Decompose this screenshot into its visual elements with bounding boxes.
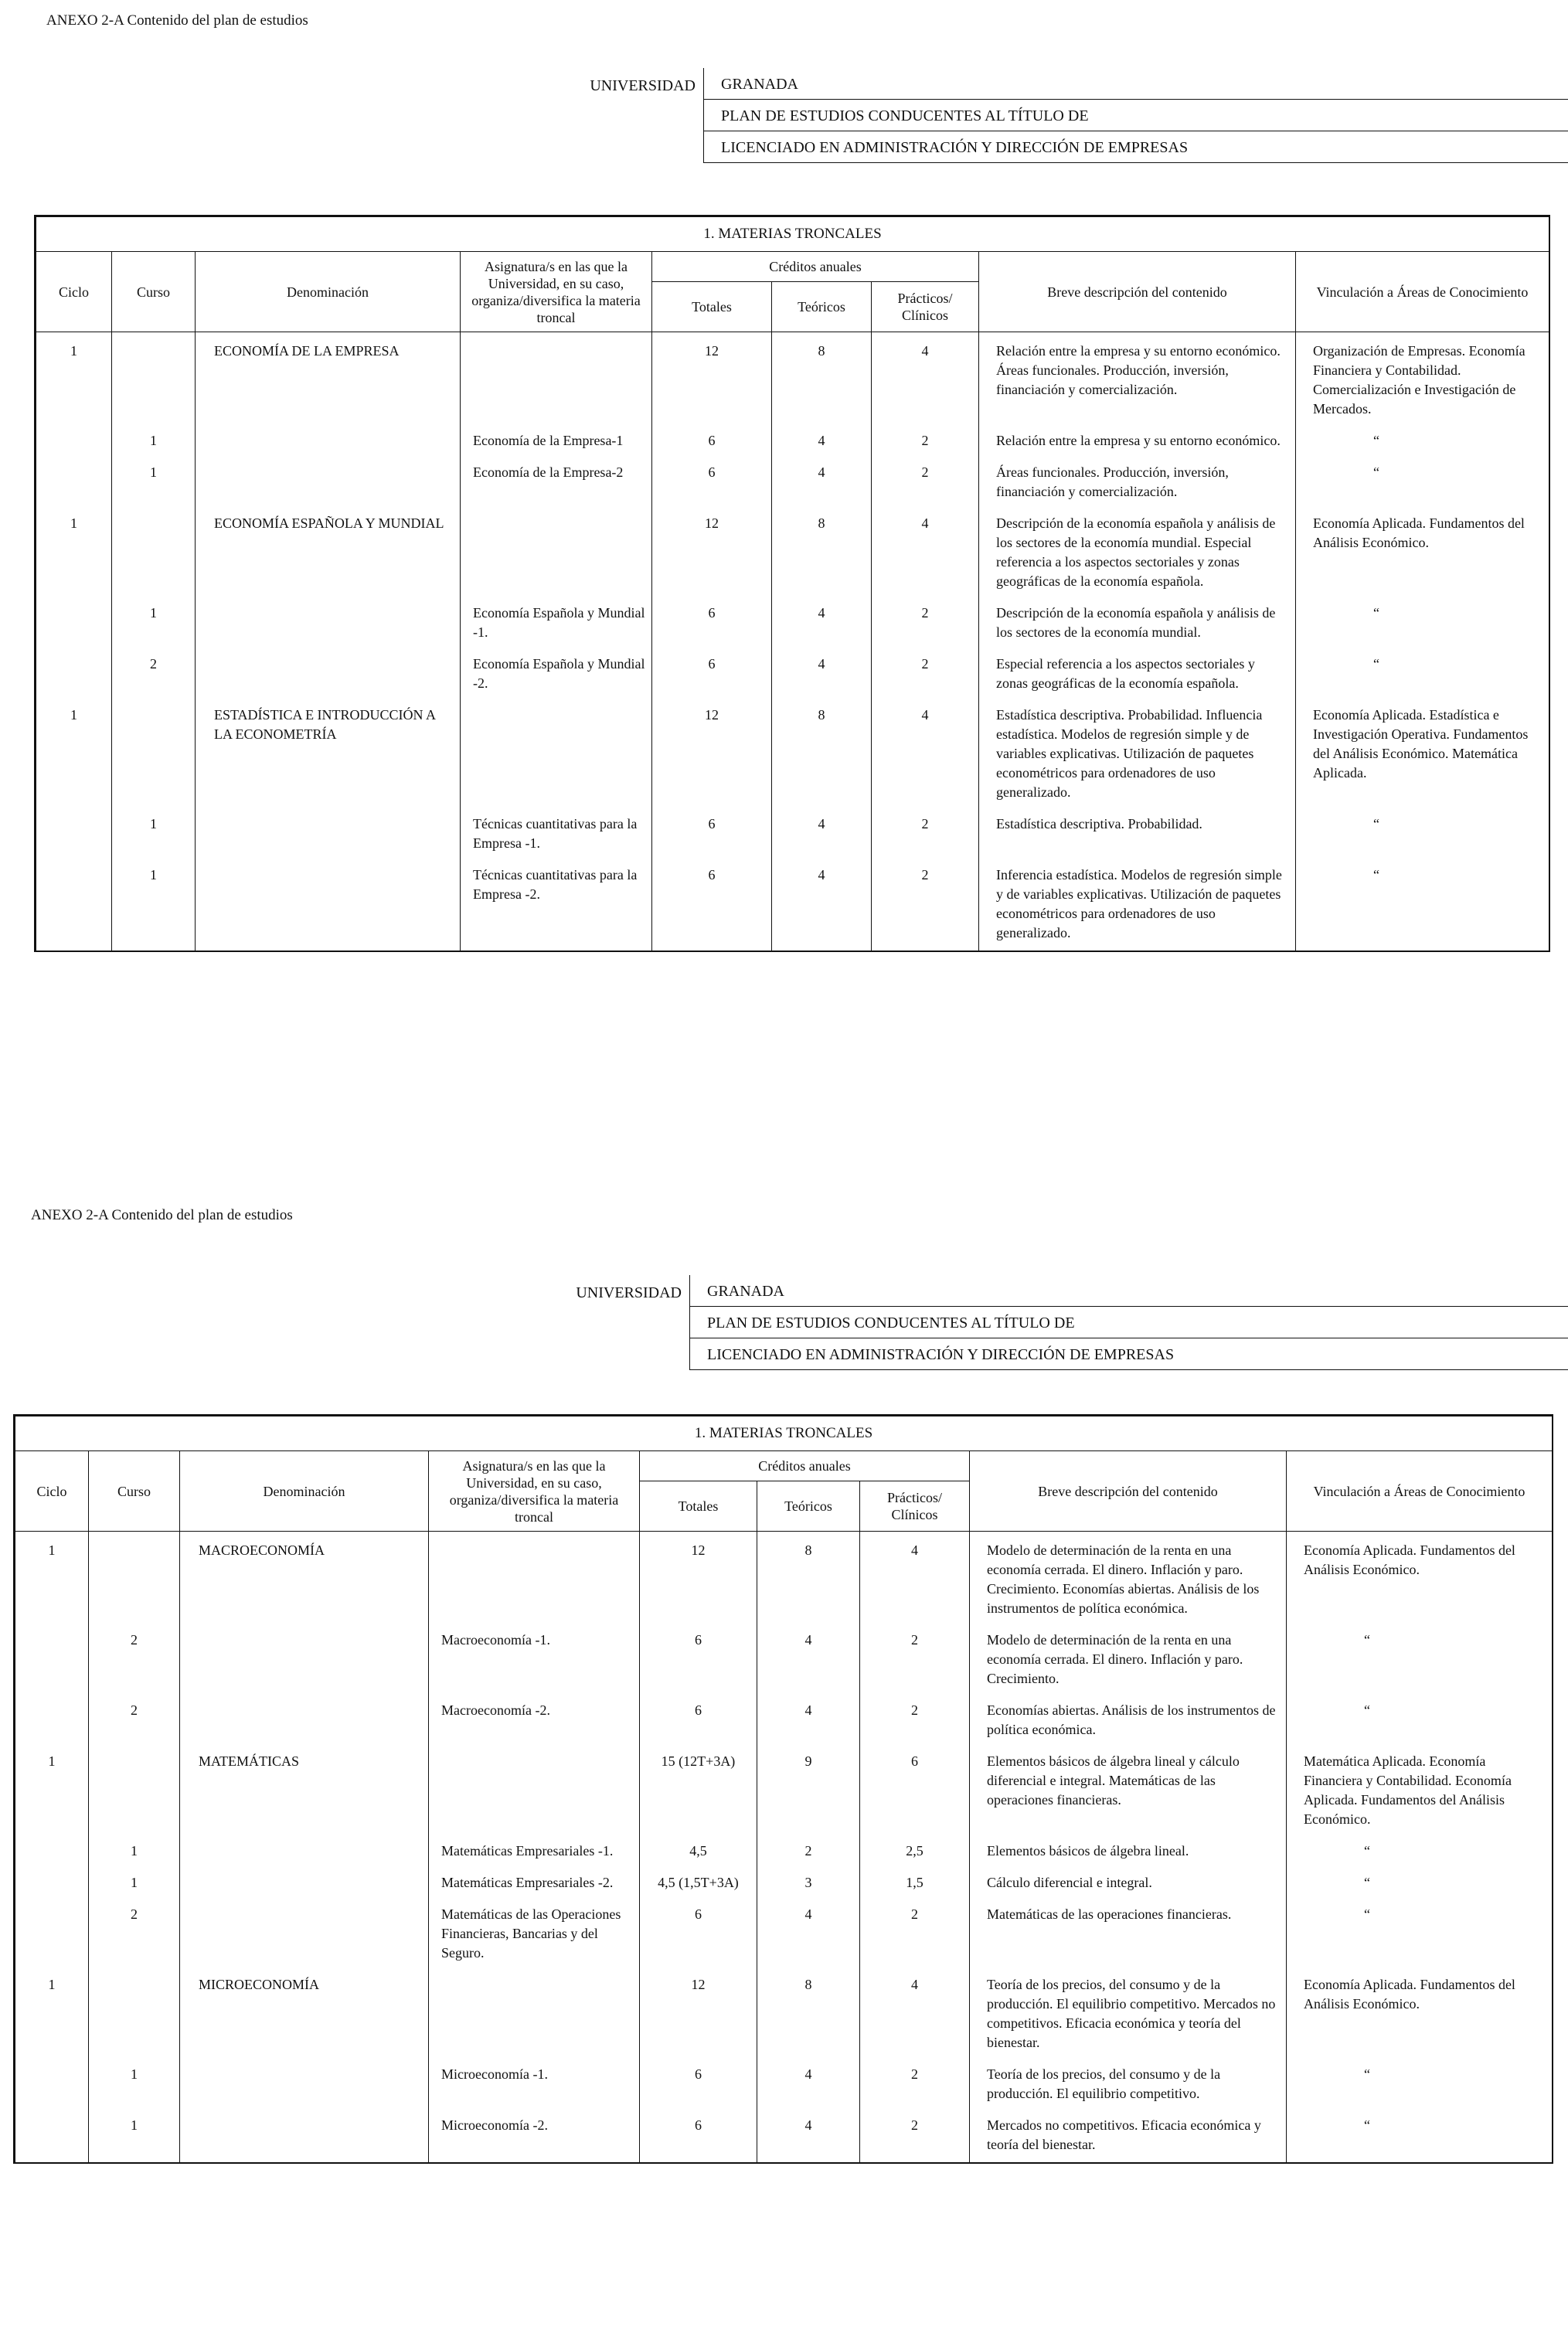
- descripcion-cell: Descripción de la economía española y análisis de los sectores de la economía mundial. Especial referencia a los aspectos sectoriales y zonas geográficas de la economía española.: [979, 509, 1296, 599]
- ciclo-cell: [15, 1837, 89, 1869]
- col-teoricos: Teóricos: [757, 1481, 860, 1532]
- anexo-title: ANEXO 2-A Contenido del plan de estudios: [31, 1207, 293, 1223]
- teoricos-cell: 9: [757, 1747, 860, 1837]
- curso-cell: 2: [89, 1696, 180, 1747]
- table-row: [36, 427, 1549, 458]
- denominacion-cell: [180, 2060, 429, 2111]
- teoricos-cell: 4: [772, 599, 872, 650]
- denominacion-cell: ECONOMÍA ESPAÑOLA Y MUNDIAL: [196, 509, 461, 599]
- titulo: LICENCIADO EN ADMINISTRACIÓN Y DIRECCIÓN DE EMPRESAS: [704, 131, 1568, 163]
- descripcion-cell: Elementos básicos de álgebra lineal y cálculo diferencial e integral. Matemáticas de las operaciones financieras.: [970, 1747, 1287, 1837]
- vinculacion-cell: “: [1287, 2111, 1553, 2162]
- ciclo-cell: [15, 1626, 89, 1696]
- teoricos-cell: 2: [757, 1837, 860, 1869]
- col-ciclo: Ciclo: [36, 252, 112, 332]
- vinculacion-cell: “: [1296, 861, 1549, 951]
- denominacion-cell: [180, 1626, 429, 1696]
- descripcion-cell: Inferencia estadística. Modelos de regresión simple y de variables explicativas. Utilización de paquetes econométricos para ordenadores de uso generalizado.: [979, 861, 1296, 951]
- col-ciclo: Ciclo: [15, 1451, 89, 1532]
- descripcion-cell: Elementos básicos de álgebra lineal.: [970, 1837, 1287, 1869]
- teoricos-cell: 3: [757, 1869, 860, 1900]
- practicos-cell: 6: [860, 1747, 970, 1837]
- page-2: [0, 1206, 1568, 2333]
- col-curso: Curso: [89, 1451, 180, 1532]
- denominacion-cell: [180, 1900, 429, 1971]
- totales-cell: 4,5: [640, 1837, 757, 1869]
- descripcion-cell: Estadística descriptiva. Probabilidad.: [979, 810, 1296, 861]
- asignatura-cell: Economía de la Empresa-2: [461, 458, 652, 509]
- header-box: [689, 1275, 1568, 1370]
- table-title: 1. MATERIAS TRONCALES: [36, 217, 1549, 252]
- totales-cell: 6: [652, 599, 772, 650]
- vinculacion-cell: “: [1296, 810, 1549, 861]
- practicos-cell: 4: [872, 509, 979, 599]
- curso-cell: 1: [89, 1837, 180, 1869]
- col-denominacion: Denominación: [180, 1451, 429, 1532]
- curso-cell: 1: [89, 2111, 180, 2162]
- curso-cell: [112, 509, 196, 599]
- curso-cell: [89, 1971, 180, 2060]
- table-row: [36, 810, 1549, 861]
- denominacion-cell: [196, 810, 461, 861]
- denominacion-cell: [180, 1696, 429, 1747]
- totales-cell: 6: [652, 427, 772, 458]
- universidad-value: GRANADA: [690, 1275, 1568, 1307]
- table-row: [15, 2111, 1553, 2162]
- table-row: [15, 1869, 1553, 1900]
- denominacion-cell: [196, 861, 461, 951]
- teoricos-cell: 4: [772, 458, 872, 509]
- col-descripcion: Breve descripción del contenido: [970, 1451, 1287, 1532]
- curso-cell: 2: [89, 1900, 180, 1971]
- curso-cell: 1: [112, 810, 196, 861]
- teoricos-cell: 4: [757, 2060, 860, 2111]
- practicos-cell: 2,5: [860, 1837, 970, 1869]
- ciclo-cell: 1: [15, 1747, 89, 1837]
- descripcion-cell: Relación entre la empresa y su entorno económico. Áreas funcionales. Producción, inversión, financiación y comercialización.: [979, 332, 1296, 427]
- curso-cell: [112, 701, 196, 810]
- teoricos-cell: 4: [772, 861, 872, 951]
- vinculacion-cell: “: [1287, 1626, 1553, 1696]
- practicos-cell: 2: [860, 2060, 970, 2111]
- descripcion-cell: Mercados no competitivos. Eficacia económica y teoría del bienestar.: [970, 2111, 1287, 2162]
- asignatura-cell: Economía de la Empresa-1: [461, 427, 652, 458]
- header-box: [703, 68, 1568, 163]
- table-title: 1. MATERIAS TRONCALES: [15, 1416, 1553, 1451]
- col-totales: Totales: [640, 1481, 757, 1532]
- table-row: [36, 458, 1549, 509]
- vinculacion-cell: “: [1287, 1869, 1553, 1900]
- teoricos-cell: 4: [757, 1626, 860, 1696]
- ciclo-cell: [36, 458, 112, 509]
- totales-cell: 15 (12T+3A): [640, 1747, 757, 1837]
- asignatura-cell: [429, 1532, 640, 1627]
- vinculacion-cell: “: [1287, 1696, 1553, 1747]
- practicos-cell: 2: [872, 810, 979, 861]
- descripcion-cell: Relación entre la empresa y su entorno económico.: [979, 427, 1296, 458]
- asignatura-cell: Microeconomía -1.: [429, 2060, 640, 2111]
- col-totales: Totales: [652, 282, 772, 332]
- ciclo-cell: 1: [36, 332, 112, 427]
- universidad-label: UNIVERSIDAD: [590, 77, 696, 94]
- vinculacion-cell: Economía Aplicada. Fundamentos del Análisis Económico.: [1296, 509, 1549, 599]
- totales-cell: 6: [652, 458, 772, 509]
- plan-line: PLAN DE ESTUDIOS CONDUCENTES AL TÍTULO DE: [721, 107, 1089, 124]
- universidad-label: UNIVERSIDAD: [576, 1284, 682, 1301]
- curso-cell: 2: [112, 650, 196, 701]
- teoricos-cell: 4: [772, 650, 872, 701]
- teoricos-cell: 8: [772, 509, 872, 599]
- practicos-cell: 2: [860, 2111, 970, 2162]
- totales-cell: 6: [652, 861, 772, 951]
- asignatura-cell: Microeconomía -2.: [429, 2111, 640, 2162]
- col-asignatura: Asignatura/s en las que la Universidad, en su caso, organiza/diversifica la materia troncal: [461, 252, 652, 332]
- asignatura-cell: [461, 701, 652, 810]
- ciclo-cell: 1: [15, 1532, 89, 1627]
- practicos-cell: 2: [872, 650, 979, 701]
- descripcion-cell: Teoría de los precios, del consumo y de la producción. El equilibrio competitivo.: [970, 2060, 1287, 2111]
- denominacion-cell: MATEMÁTICAS: [180, 1747, 429, 1837]
- anexo-title: ANEXO 2-A Contenido del plan de estudios: [46, 12, 308, 29]
- descripcion-cell: Teoría de los precios, del consumo y de la producción. El equilibrio competitivo. Mercados no competitivos. Eficacia económica y teoría del bienestar.: [970, 1971, 1287, 2060]
- practicos-cell: 4: [860, 1971, 970, 2060]
- denominacion-cell: MICROECONOMÍA: [180, 1971, 429, 2060]
- ciclo-cell: 1: [36, 701, 112, 810]
- teoricos-cell: 8: [757, 1971, 860, 2060]
- curso-cell: [89, 1747, 180, 1837]
- practicos-cell: 2: [860, 1696, 970, 1747]
- vinculacion-cell: “: [1296, 427, 1549, 458]
- ciclo-cell: [15, 2111, 89, 2162]
- totales-cell: 6: [640, 2060, 757, 2111]
- table-row: [15, 1747, 1553, 1837]
- denominacion-cell: [180, 1837, 429, 1869]
- vinculacion-cell: “: [1296, 599, 1549, 650]
- totales-cell: 6: [640, 1900, 757, 1971]
- descripcion-cell: Cálculo diferencial e integral.: [970, 1869, 1287, 1900]
- totales-cell: 4,5 (1,5T+3A): [640, 1869, 757, 1900]
- asignatura-cell: [461, 332, 652, 427]
- col-denominacion: Denominación: [196, 252, 461, 332]
- vinculacion-cell: Economía Aplicada. Estadística e Investigación Operativa. Fundamentos del Análisis Económico. Matemática Aplicada.: [1296, 701, 1549, 810]
- totales-cell: 12: [652, 701, 772, 810]
- denominacion-cell: MACROECONOMÍA: [180, 1532, 429, 1627]
- practicos-cell: 4: [860, 1532, 970, 1627]
- ciclo-cell: [36, 599, 112, 650]
- denominacion-cell: [180, 2111, 429, 2162]
- col-vinculacion: Vinculación a Áreas de Conocimiento: [1287, 1451, 1553, 1532]
- denominacion-cell: [196, 427, 461, 458]
- vinculacion-cell: “: [1296, 650, 1549, 701]
- table-row: [15, 1837, 1553, 1869]
- table-row: [15, 2060, 1553, 2111]
- ciclo-cell: [36, 810, 112, 861]
- page-1: [0, 0, 1568, 1144]
- asignatura-cell: [429, 1971, 640, 2060]
- asignatura-cell: Técnicas cuantitativas para la Empresa -2.: [461, 861, 652, 951]
- table-row: [15, 1900, 1553, 1971]
- table-row: [15, 1626, 1553, 1696]
- totales-cell: 6: [640, 2111, 757, 2162]
- totales-cell: 6: [652, 810, 772, 861]
- totales-cell: 6: [640, 1696, 757, 1747]
- asignatura-cell: Técnicas cuantitativas para la Empresa -1.: [461, 810, 652, 861]
- vinculacion-cell: Organización de Empresas. Economía Financiera y Contabilidad. Comercialización e Investigación de Mercados.: [1296, 332, 1549, 427]
- asignatura-cell: Matemáticas Empresariales -2.: [429, 1869, 640, 1900]
- denominacion-cell: [196, 599, 461, 650]
- practicos-cell: 2: [860, 1900, 970, 1971]
- asignatura-cell: Economía Española y Mundial -2.: [461, 650, 652, 701]
- totales-cell: 12: [652, 332, 772, 427]
- table-row: [36, 701, 1549, 810]
- teoricos-cell: 8: [772, 701, 872, 810]
- col-practicos: Prácticos/ Clínicos: [872, 282, 979, 332]
- asignatura-cell: Economía Española y Mundial -1.: [461, 599, 652, 650]
- vinculacion-cell: “: [1287, 1900, 1553, 1971]
- table-row: [36, 650, 1549, 701]
- teoricos-cell: 4: [772, 810, 872, 861]
- plan-line: PLAN DE ESTUDIOS CONDUCENTES AL TÍTULO DE: [707, 1314, 1075, 1331]
- table-row: [15, 1696, 1553, 1747]
- ciclo-cell: [36, 427, 112, 458]
- vinculacion-cell: Economía Aplicada. Fundamentos del Análisis Económico.: [1287, 1532, 1553, 1627]
- asignatura-cell: [461, 509, 652, 599]
- curso-cell: 1: [112, 458, 196, 509]
- descripcion-cell: Estadística descriptiva. Probabilidad. Influencia estadística. Modelos de regresión simple y de variables explicativas. Utilización de paquetes econométricos para ordenadores de uso generalizado.: [979, 701, 1296, 810]
- totales-cell: 12: [640, 1971, 757, 2060]
- asignatura-cell: Matemáticas Empresariales -1.: [429, 1837, 640, 1869]
- teoricos-cell: 8: [772, 332, 872, 427]
- col-vinculacion: Vinculación a Áreas de Conocimiento: [1296, 252, 1549, 332]
- teoricos-cell: 4: [757, 2111, 860, 2162]
- ciclo-cell: [15, 1696, 89, 1747]
- totales-cell: 12: [640, 1532, 757, 1627]
- ciclo-cell: [15, 1869, 89, 1900]
- practicos-cell: 1,5: [860, 1869, 970, 1900]
- descripcion-cell: Modelo de determinación de la renta en una economía cerrada. El dinero. Inflación y paro. Crecimiento.: [970, 1626, 1287, 1696]
- vinculacion-cell: Matemática Aplicada. Economía Financiera y Contabilidad. Economía Aplicada. Fundamentos del Análisis Económico.: [1287, 1747, 1553, 1837]
- descripcion-cell: Especial referencia a los aspectos sectoriales y zonas geográficas de la economía española.: [979, 650, 1296, 701]
- denominacion-cell: [196, 458, 461, 509]
- denominacion-cell: [196, 650, 461, 701]
- curso-cell: [112, 332, 196, 427]
- descripcion-cell: Áreas funcionales. Producción, inversión, financiación y comercialización.: [979, 458, 1296, 509]
- practicos-cell: 2: [872, 861, 979, 951]
- denominacion-cell: [180, 1869, 429, 1900]
- curso-cell: [89, 1532, 180, 1627]
- vinculacion-cell: Economía Aplicada. Fundamentos del Análisis Económico.: [1287, 1971, 1553, 2060]
- curso-cell: 1: [89, 1869, 180, 1900]
- practicos-cell: 2: [872, 599, 979, 650]
- vinculacion-cell: “: [1287, 1837, 1553, 1869]
- asignatura-cell: Matemáticas de las Operaciones Financieras, Bancarias y del Seguro.: [429, 1900, 640, 1971]
- table-row: [15, 1532, 1553, 1627]
- denominacion-cell: ECONOMÍA DE LA EMPRESA: [196, 332, 461, 427]
- vinculacion-cell: “: [1296, 458, 1549, 509]
- table-row: [36, 861, 1549, 951]
- asignatura-cell: Macroeconomía -2.: [429, 1696, 640, 1747]
- col-descripcion: Breve descripción del contenido: [979, 252, 1296, 332]
- table-row: [36, 599, 1549, 650]
- asignatura-cell: Macroeconomía -1.: [429, 1626, 640, 1696]
- ciclo-cell: [15, 2060, 89, 2111]
- ciclo-cell: [36, 861, 112, 951]
- teoricos-cell: 4: [757, 1696, 860, 1747]
- table-row: [36, 509, 1549, 599]
- ciclo-cell: 1: [15, 1971, 89, 2060]
- vinculacion-cell: “: [1287, 2060, 1553, 2111]
- col-creditos: Créditos anuales: [652, 252, 979, 282]
- table-row: [36, 332, 1549, 427]
- practicos-cell: 2: [860, 1626, 970, 1696]
- practicos-cell: 4: [872, 332, 979, 427]
- curso-cell: 1: [112, 861, 196, 951]
- col-creditos: Créditos anuales: [640, 1451, 970, 1481]
- teoricos-cell: 4: [757, 1900, 860, 1971]
- col-asignatura: Asignatura/s en las que la Universidad, en su caso, organiza/diversifica la materia troncal: [429, 1451, 640, 1532]
- table-row: [15, 1971, 1553, 2060]
- curso-cell: 1: [112, 599, 196, 650]
- totales-cell: 6: [652, 650, 772, 701]
- universidad-value: GRANADA: [704, 68, 1568, 100]
- teoricos-cell: 4: [772, 427, 872, 458]
- curso-cell: 1: [112, 427, 196, 458]
- curso-cell: 1: [89, 2060, 180, 2111]
- descripcion-cell: Modelo de determinación de la renta en una economía cerrada. El dinero. Inflación y paro. Crecimiento. Economías abiertas. Análisis de los instrumentos de política económica.: [970, 1532, 1287, 1627]
- curso-cell: 2: [89, 1626, 180, 1696]
- teoricos-cell: 8: [757, 1532, 860, 1627]
- materias-table: [34, 215, 1550, 952]
- practicos-cell: 2: [872, 427, 979, 458]
- denominacion-cell: ESTADÍSTICA E INTRODUCCIÓN A LA ECONOMETRÍA: [196, 701, 461, 810]
- materias-table: [13, 1414, 1553, 2164]
- descripcion-cell: Economías abiertas. Análisis de los instrumentos de política económica.: [970, 1696, 1287, 1747]
- col-curso: Curso: [112, 252, 196, 332]
- asignatura-cell: [429, 1747, 640, 1837]
- descripcion-cell: Descripción de la economía española y análisis de los sectores de la economía mundial.: [979, 599, 1296, 650]
- practicos-cell: 2: [872, 458, 979, 509]
- ciclo-cell: [15, 1900, 89, 1971]
- totales-cell: 12: [652, 509, 772, 599]
- practicos-cell: 4: [872, 701, 979, 810]
- descripcion-cell: Matemáticas de las operaciones financieras.: [970, 1900, 1287, 1971]
- titulo: LICENCIADO EN ADMINISTRACIÓN Y DIRECCIÓN DE EMPRESAS: [690, 1338, 1568, 1370]
- ciclo-cell: [36, 650, 112, 701]
- ciclo-cell: 1: [36, 509, 112, 599]
- col-practicos: Prácticos/ Clínicos: [860, 1481, 970, 1532]
- col-teoricos: Teóricos: [772, 282, 872, 332]
- totales-cell: 6: [640, 1626, 757, 1696]
